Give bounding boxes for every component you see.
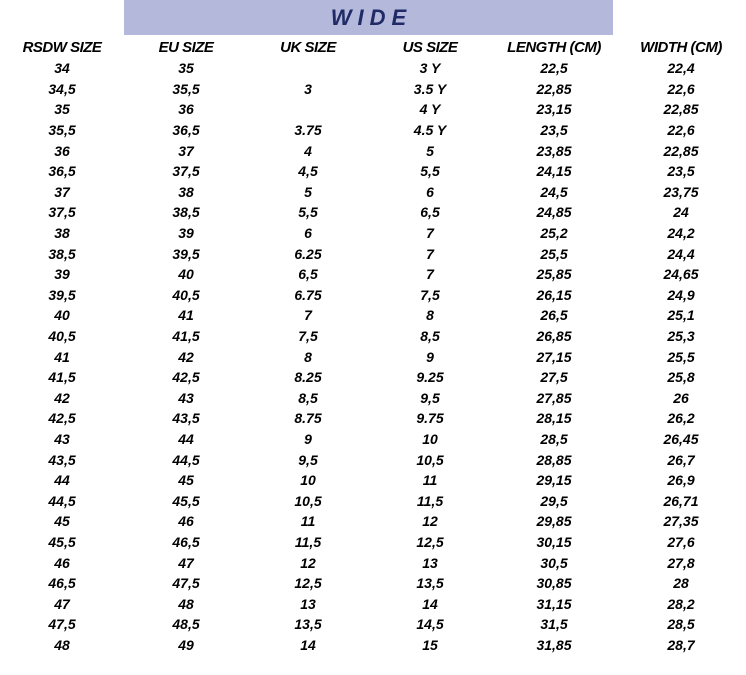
length-cell: 23,15 bbox=[536, 101, 572, 118]
width-cell: 23,75 bbox=[663, 183, 699, 200]
length-cell: 28,15 bbox=[536, 410, 572, 427]
width-cell: 26,9 bbox=[667, 472, 695, 489]
us-size-cell: 9,5 bbox=[420, 389, 440, 406]
length-cell: 25,85 bbox=[536, 266, 572, 283]
rsdw-size-cell: 41,5 bbox=[48, 369, 76, 386]
eu-size-cell: 36,5 bbox=[172, 122, 200, 139]
us-size-cell: 5,5 bbox=[420, 163, 440, 180]
width-cell: 22,4 bbox=[667, 60, 695, 77]
width-cell: 24,9 bbox=[667, 286, 695, 303]
uk-size-cell: 6,5 bbox=[298, 266, 318, 283]
uk-size-cell: 8 bbox=[304, 348, 312, 365]
length-cell: 29,5 bbox=[540, 492, 568, 509]
table-row bbox=[0, 470, 746, 491]
table-row bbox=[0, 346, 746, 367]
eu-size-cell: 36 bbox=[178, 101, 194, 118]
length-cell: 30,85 bbox=[536, 575, 572, 592]
length-cell: 23,5 bbox=[540, 122, 568, 139]
uk-size-cell: 7,5 bbox=[298, 328, 318, 345]
uk-size-cell: 13 bbox=[300, 595, 316, 612]
rsdw-size-cell: 44,5 bbox=[48, 492, 76, 509]
eu-size-cell: 48,5 bbox=[172, 616, 200, 633]
table-row bbox=[0, 552, 746, 573]
rsdw-size-cell: 45,5 bbox=[48, 533, 76, 550]
rsdw-size-cell: 40 bbox=[54, 307, 70, 324]
width-cell: 27,35 bbox=[663, 513, 699, 530]
us-size-cell: 6 bbox=[426, 183, 434, 200]
us-size-cell: 14,5 bbox=[416, 616, 444, 633]
length-cell: 25,5 bbox=[540, 245, 568, 262]
table-row bbox=[0, 573, 746, 594]
eu-size-cell: 47 bbox=[178, 554, 194, 571]
width-cell: 27,6 bbox=[667, 533, 695, 550]
length-cell: 28,5 bbox=[540, 430, 568, 447]
size-table bbox=[0, 36, 746, 655]
eu-size-cell: 35 bbox=[178, 60, 194, 77]
table-row bbox=[0, 429, 746, 450]
banner-title: WIDE bbox=[330, 4, 413, 30]
eu-size-cell: 49 bbox=[178, 636, 194, 653]
table-row bbox=[0, 140, 746, 161]
eu-size-cell: 39,5 bbox=[172, 245, 200, 262]
us-size-cell: 10,5 bbox=[416, 451, 444, 468]
uk-size-cell: 10,5 bbox=[294, 492, 322, 509]
eu-size-cell: 43,5 bbox=[172, 410, 200, 427]
table-row bbox=[0, 120, 746, 141]
us-size-cell: 9.25 bbox=[416, 369, 444, 386]
length-cell: 26,15 bbox=[536, 286, 572, 303]
table-row bbox=[0, 285, 746, 306]
table-row bbox=[0, 305, 746, 326]
us-size-cell: 15 bbox=[422, 636, 438, 653]
uk-size-cell: 11,5 bbox=[294, 533, 322, 550]
column-header-uk-size: UK SIZE bbox=[280, 38, 336, 56]
table-row bbox=[0, 490, 746, 511]
length-cell: 27,85 bbox=[536, 389, 572, 406]
eu-size-cell: 37,5 bbox=[172, 163, 200, 180]
length-cell: 29,15 bbox=[536, 472, 572, 489]
table-row bbox=[0, 449, 746, 470]
uk-size-cell: 5 bbox=[304, 183, 312, 200]
size-table-header bbox=[0, 36, 746, 58]
us-size-cell: 8,5 bbox=[420, 328, 440, 345]
length-cell: 24,15 bbox=[536, 163, 572, 180]
uk-size-cell: 7 bbox=[304, 307, 312, 324]
rsdw-size-cell: 42 bbox=[54, 389, 70, 406]
uk-size-cell bbox=[248, 99, 368, 120]
us-size-cell: 7 bbox=[426, 266, 434, 283]
us-size-cell: 4.5 Y bbox=[413, 122, 447, 139]
length-cell: 24,85 bbox=[536, 204, 572, 221]
rsdw-size-cell: 43 bbox=[54, 430, 70, 447]
width-cell: 26,7 bbox=[667, 451, 695, 468]
uk-size-cell: 8.25 bbox=[294, 369, 322, 386]
rsdw-size-cell: 34,5 bbox=[48, 80, 76, 97]
length-cell: 24,5 bbox=[540, 183, 568, 200]
uk-size-cell: 4 bbox=[304, 142, 312, 159]
eu-size-cell: 38 bbox=[178, 183, 194, 200]
length-cell: 26,85 bbox=[536, 328, 572, 345]
rsdw-size-cell: 41 bbox=[54, 348, 70, 365]
rsdw-size-cell: 42,5 bbox=[48, 410, 76, 427]
width-cell: 24,2 bbox=[667, 225, 695, 242]
table-row bbox=[0, 635, 746, 656]
width-cell: 28,7 bbox=[667, 636, 695, 653]
uk-size-cell: 6.25 bbox=[294, 245, 322, 262]
uk-size-cell: 9 bbox=[304, 430, 312, 447]
eu-size-cell: 41 bbox=[178, 307, 194, 324]
us-size-cell: 4 Y bbox=[419, 101, 441, 118]
header-row bbox=[0, 36, 746, 58]
width-cell: 22,6 bbox=[667, 122, 695, 139]
width-cell: 26,71 bbox=[663, 492, 699, 509]
us-size-cell: 6,5 bbox=[420, 204, 440, 221]
us-size-cell: 13 bbox=[422, 554, 438, 571]
uk-size-cell: 12,5 bbox=[294, 575, 322, 592]
eu-size-cell: 35,5 bbox=[172, 80, 200, 97]
eu-size-cell: 45,5 bbox=[172, 492, 200, 509]
length-cell: 25,2 bbox=[540, 225, 568, 242]
rsdw-size-cell: 34 bbox=[54, 60, 70, 77]
table-row bbox=[0, 367, 746, 388]
eu-size-cell: 46 bbox=[178, 513, 194, 530]
length-cell: 28,85 bbox=[536, 451, 572, 468]
us-size-cell: 12,5 bbox=[416, 533, 444, 550]
length-cell: 22,5 bbox=[540, 60, 568, 77]
us-size-cell: 3 Y bbox=[419, 60, 441, 77]
table-row bbox=[0, 223, 746, 244]
width-cell: 26,45 bbox=[663, 430, 699, 447]
eu-size-cell: 43 bbox=[178, 389, 194, 406]
width-cell: 27,8 bbox=[667, 554, 695, 571]
us-size-cell: 7 bbox=[426, 225, 434, 242]
eu-size-cell: 46,5 bbox=[172, 533, 200, 550]
rsdw-size-cell: 35 bbox=[54, 101, 70, 118]
eu-size-cell: 48 bbox=[178, 595, 194, 612]
eu-size-cell: 37 bbox=[178, 142, 194, 159]
rsdw-size-cell: 46 bbox=[54, 554, 70, 571]
uk-size-cell: 6.75 bbox=[294, 286, 322, 303]
uk-size-cell: 3.75 bbox=[294, 122, 322, 139]
column-header-us-size: US SIZE bbox=[402, 38, 458, 56]
uk-size-cell: 8,5 bbox=[298, 389, 318, 406]
rsdw-size-cell: 37 bbox=[54, 183, 70, 200]
us-size-cell: 7,5 bbox=[420, 286, 440, 303]
length-cell: 31,15 bbox=[536, 595, 572, 612]
width-cell: 24 bbox=[673, 204, 689, 221]
table-row bbox=[0, 243, 746, 264]
size-chart-banner bbox=[124, 0, 613, 35]
table-row bbox=[0, 58, 746, 79]
uk-size-cell: 3 bbox=[304, 80, 312, 97]
width-cell: 22,85 bbox=[663, 101, 699, 118]
length-cell: 22,85 bbox=[536, 80, 572, 97]
uk-size-cell: 11 bbox=[300, 513, 316, 530]
table-row bbox=[0, 408, 746, 429]
width-cell: 22,85 bbox=[663, 142, 699, 159]
table-row bbox=[0, 79, 746, 100]
eu-size-cell: 42 bbox=[178, 348, 194, 365]
table-row bbox=[0, 614, 746, 635]
us-size-cell: 9.75 bbox=[416, 410, 444, 427]
us-size-cell: 10 bbox=[422, 430, 438, 447]
length-cell: 31,5 bbox=[540, 616, 568, 633]
length-cell: 23,85 bbox=[536, 142, 572, 159]
eu-size-cell: 40 bbox=[178, 266, 194, 283]
us-size-cell: 5 bbox=[426, 142, 434, 159]
width-cell: 28,5 bbox=[667, 616, 695, 633]
width-cell: 28,2 bbox=[667, 595, 695, 612]
width-cell: 25,3 bbox=[667, 328, 695, 345]
eu-size-cell: 40,5 bbox=[172, 286, 200, 303]
length-cell: 27,15 bbox=[536, 348, 572, 365]
table-row bbox=[0, 326, 746, 347]
eu-size-cell: 38,5 bbox=[172, 204, 200, 221]
width-cell: 23,5 bbox=[667, 163, 695, 180]
width-cell: 25,8 bbox=[667, 369, 695, 386]
rsdw-size-cell: 39 bbox=[54, 266, 70, 283]
table-row bbox=[0, 182, 746, 203]
width-cell: 25,1 bbox=[667, 307, 695, 324]
rsdw-size-cell: 47,5 bbox=[48, 616, 76, 633]
length-cell: 29,85 bbox=[536, 513, 572, 530]
column-header-length: LENGTH (CM) bbox=[507, 38, 601, 56]
us-size-cell: 3.5 Y bbox=[413, 80, 447, 97]
eu-size-cell: 44,5 bbox=[172, 451, 200, 468]
uk-size-cell: 13,5 bbox=[294, 616, 322, 633]
us-size-cell: 11,5 bbox=[416, 492, 444, 509]
eu-size-cell: 42,5 bbox=[172, 369, 200, 386]
size-table-body bbox=[0, 58, 746, 655]
us-size-cell: 13,5 bbox=[416, 575, 444, 592]
length-cell: 26,5 bbox=[540, 307, 568, 324]
us-size-cell: 12 bbox=[422, 513, 438, 530]
width-cell: 24,4 bbox=[667, 245, 695, 262]
length-cell: 31,85 bbox=[536, 636, 572, 653]
rsdw-size-cell: 43,5 bbox=[48, 451, 76, 468]
uk-size-cell: 9,5 bbox=[298, 451, 318, 468]
rsdw-size-cell: 39,5 bbox=[48, 286, 76, 303]
table-row bbox=[0, 161, 746, 182]
rsdw-size-cell: 37,5 bbox=[48, 204, 76, 221]
column-header-eu-size: EU SIZE bbox=[158, 38, 214, 56]
table-row bbox=[0, 99, 746, 120]
uk-size-cell: 6 bbox=[304, 225, 312, 242]
rsdw-size-cell: 45 bbox=[54, 513, 70, 530]
width-cell: 22,6 bbox=[667, 80, 695, 97]
table-row bbox=[0, 388, 746, 409]
table-row bbox=[0, 511, 746, 532]
width-cell: 26,2 bbox=[667, 410, 695, 427]
uk-size-cell: 5,5 bbox=[298, 204, 318, 221]
rsdw-size-cell: 35,5 bbox=[48, 122, 76, 139]
table-row bbox=[0, 593, 746, 614]
uk-size-cell: 4,5 bbox=[298, 163, 318, 180]
column-header-width: WIDTH (CM) bbox=[640, 38, 722, 56]
length-cell: 27,5 bbox=[540, 369, 568, 386]
column-header-rsdw-size: RSDW SIZE bbox=[22, 38, 102, 56]
us-size-cell: 11 bbox=[422, 472, 438, 489]
length-cell: 30,5 bbox=[540, 554, 568, 571]
rsdw-size-cell: 48 bbox=[54, 636, 70, 653]
eu-size-cell: 44 bbox=[178, 430, 194, 447]
rsdw-size-cell: 46,5 bbox=[48, 575, 76, 592]
us-size-cell: 9 bbox=[426, 348, 434, 365]
table-row bbox=[0, 202, 746, 223]
uk-size-cell bbox=[248, 58, 368, 79]
width-cell: 25,5 bbox=[667, 348, 695, 365]
length-cell: 30,15 bbox=[536, 533, 572, 550]
width-cell: 24,65 bbox=[663, 266, 699, 283]
eu-size-cell: 47,5 bbox=[172, 575, 200, 592]
uk-size-cell: 14 bbox=[300, 636, 316, 653]
uk-size-cell: 12 bbox=[300, 554, 316, 571]
width-cell: 28 bbox=[673, 575, 689, 592]
us-size-cell: 7 bbox=[426, 245, 434, 262]
eu-size-cell: 41,5 bbox=[172, 328, 200, 345]
us-size-cell: 14 bbox=[422, 595, 438, 612]
rsdw-size-cell: 38 bbox=[54, 225, 70, 242]
width-cell: 26 bbox=[673, 389, 689, 406]
us-size-cell: 8 bbox=[426, 307, 434, 324]
eu-size-cell: 39 bbox=[178, 225, 194, 242]
eu-size-cell: 45 bbox=[178, 472, 194, 489]
rsdw-size-cell: 47 bbox=[54, 595, 70, 612]
rsdw-size-cell: 40,5 bbox=[48, 328, 76, 345]
table-row bbox=[0, 532, 746, 553]
uk-size-cell: 8.75 bbox=[294, 410, 322, 427]
table-row bbox=[0, 264, 746, 285]
uk-size-cell: 10 bbox=[300, 472, 316, 489]
rsdw-size-cell: 36,5 bbox=[48, 163, 76, 180]
rsdw-size-cell: 36 bbox=[54, 142, 70, 159]
rsdw-size-cell: 38,5 bbox=[48, 245, 76, 262]
rsdw-size-cell: 44 bbox=[54, 472, 70, 489]
